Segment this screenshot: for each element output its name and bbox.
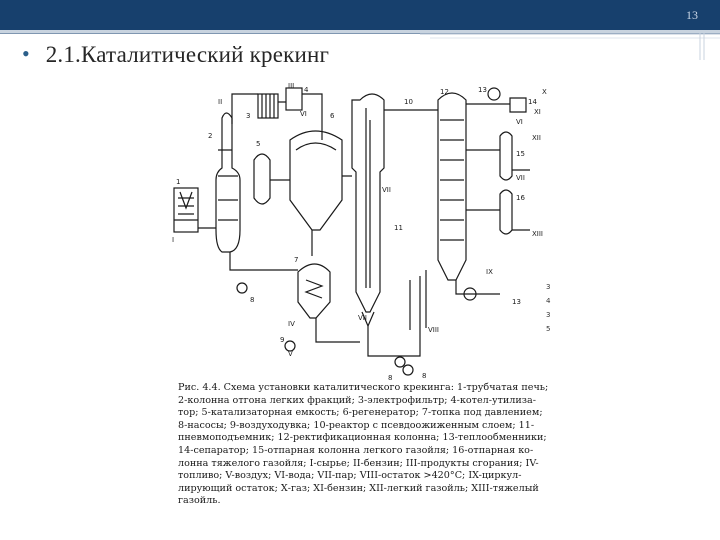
edge-mark: 3 (546, 283, 551, 291)
figure-caption (178, 382, 558, 508)
label-n7: 7 (294, 256, 299, 264)
catalyst-vessel-5 (254, 154, 270, 204)
edge-mark: 5 (546, 325, 551, 333)
caption-line: 2-колонна отгона легких фракций; 3-электрофильтр; 4-котел-утилиза- (178, 394, 536, 406)
caption-line: 8-насосы; 9-воздуходувка; 10-реактор с псевдоожиженным слоем; 11- (178, 419, 535, 431)
heat-exchanger-13b (488, 88, 500, 100)
furnace-1 (174, 188, 198, 232)
label-stream-iii: III (288, 82, 295, 90)
label-n14: 14 (528, 98, 537, 106)
caption-line: лонна тяжелого газойля; I-сырье; II-бензин; III-продукты сгорания; IV- (178, 457, 539, 469)
stripper-15 (500, 132, 512, 180)
label-stream-i: I (172, 236, 175, 244)
label-stream-xiii: XIII (532, 230, 543, 238)
label-n3: 3 (246, 112, 251, 120)
label-n13b: 13 (512, 298, 521, 306)
label-stream-vi: VI (516, 118, 523, 126)
caption-line: Рис. 4.4. Схема установки каталитического крекинга: 1-трубчатая печь; (178, 382, 549, 393)
edge-marks (546, 280, 560, 336)
pump-8a (237, 283, 247, 293)
caption-line: лирующий остаток; Х-газ; XI-бензин; XII-легкий газойль; XIII-тяжелый (178, 482, 539, 494)
caption-line: газойль. (178, 495, 221, 507)
label-n13a: 13 (478, 86, 487, 94)
regenerator-6 (290, 131, 342, 230)
label-n8b: 8 (388, 374, 393, 382)
label-n12: 12 (440, 88, 449, 96)
label-stream-v: V (288, 350, 293, 358)
label-stream-x: X (542, 88, 547, 96)
header-bar (0, 0, 720, 30)
label-n1: 1 (176, 178, 181, 186)
edge-mark: 4 (546, 297, 551, 305)
header-rule (0, 33, 720, 34)
pump-8b (395, 357, 405, 367)
label-n15: 15 (516, 150, 525, 158)
label-n16: 16 (516, 194, 525, 202)
pump-8c (403, 365, 413, 375)
label-n5: 5 (256, 140, 261, 148)
column-2 (216, 113, 240, 252)
label-n4: 4 (304, 86, 309, 94)
label-stream-xi: XI (534, 108, 541, 116)
separator-14 (510, 98, 526, 112)
label-n10: 10 (404, 98, 413, 106)
title-bullet: • (22, 41, 30, 66)
label-n11: 11 (394, 224, 403, 232)
label-stream-iv: IV (288, 320, 295, 328)
slide-number: 13 (686, 8, 698, 22)
label-stream-viii: VIII (428, 326, 439, 334)
caption-line: 14-сепаратор; 15-отпарная колонна легкого газойля; 16-отпарная ко- (178, 444, 534, 456)
reactor-10 (352, 94, 384, 312)
edge-mark: 3 (546, 311, 551, 319)
label-n8a: 8 (250, 296, 255, 304)
slide-title: 2.1.Каталитический крекинг (45, 42, 330, 67)
column-12 (438, 93, 466, 280)
label-stream-vii-reactor: VII (516, 174, 525, 182)
label-stream-xii: XII (532, 134, 541, 142)
title-row (22, 42, 329, 68)
caption-line: тор; 5-катализаторная емкость; 6-регенератор; 7-топка под давлением; (178, 407, 543, 419)
label-stream-vii-mid: VII (382, 186, 391, 194)
furnace-7 (298, 264, 330, 318)
label-n2: 2 (208, 132, 213, 140)
label-stream-ii: II (218, 98, 223, 106)
label-stream-ix: IX (486, 268, 493, 276)
boiler-4 (286, 88, 302, 110)
caption-line: топливо; V-воздух; VI-вода; VII-пар; VIII-остаток >420°С; IX-циркул- (178, 470, 522, 482)
label-stream-vi-top: VI (300, 110, 307, 118)
label-n6: 6 (330, 112, 335, 120)
stripper-16 (500, 190, 512, 234)
electrofilter-3 (258, 94, 278, 118)
label-stream-vii-bottom: VII (358, 314, 367, 322)
caption-line: пневмоподъемник; 12-ректификационная колонна; 13-теплообменники; (178, 432, 547, 444)
label-n8c: 8 (422, 372, 427, 380)
label-n9: 9 (280, 336, 285, 344)
